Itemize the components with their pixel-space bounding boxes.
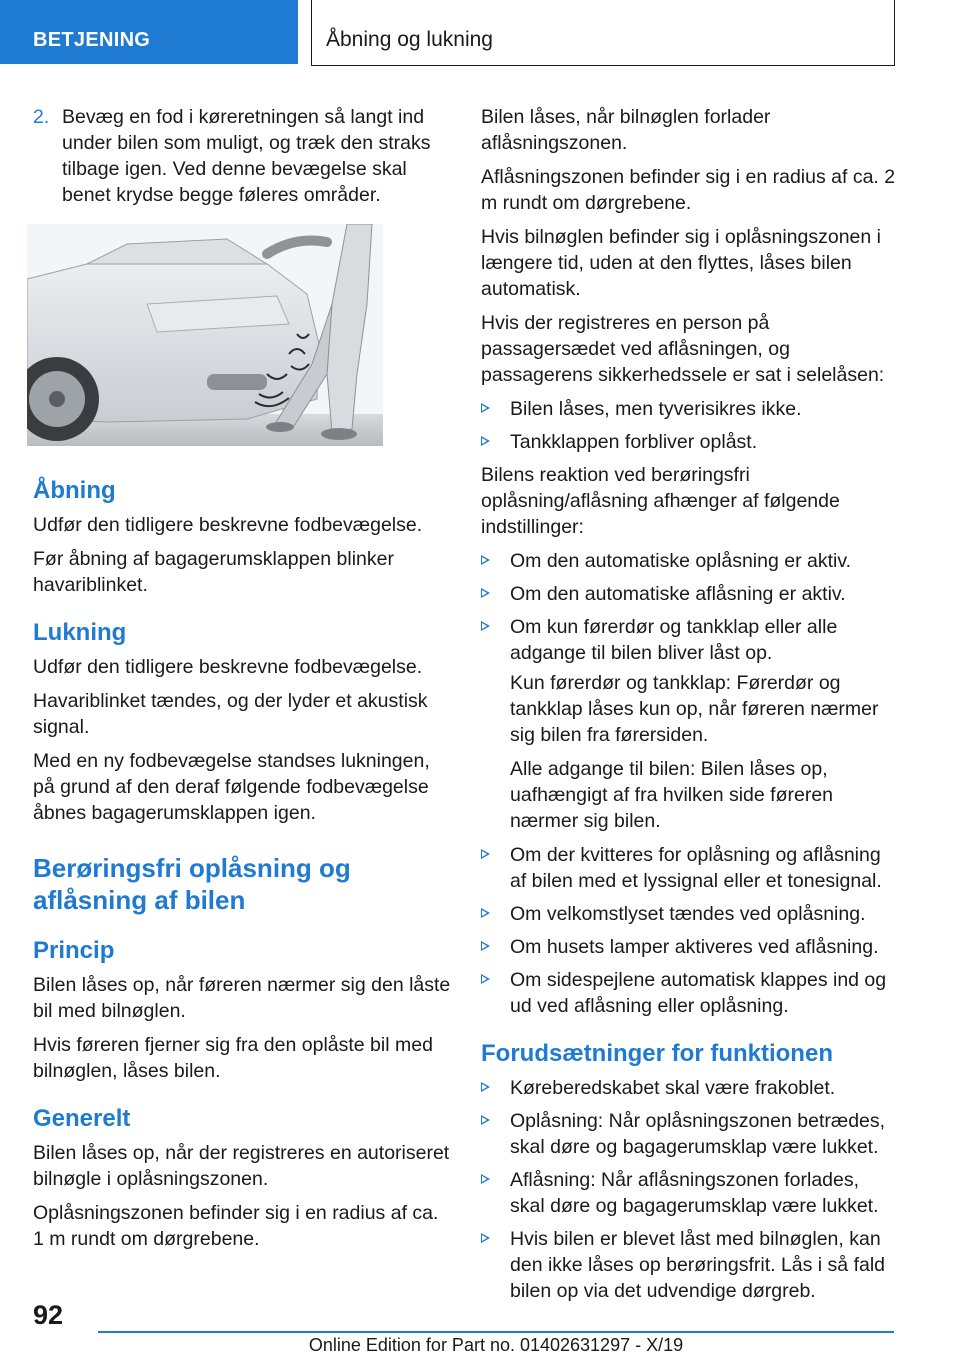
right-p2: Aflåsningszonen befinder sig i en radius af ca. 2 m rundt om dørgrebene. xyxy=(481,166,896,214)
footer-edition: Online Edition for Part no. 01402631297 - X/19 xyxy=(308,1335,684,1355)
list-item: Bilen låses, men tyverisikres ikke. xyxy=(481,396,896,422)
step-2 xyxy=(33,104,451,208)
aabning-p2: Før åbning af bagagerumsklappen blinker havariblinket. xyxy=(33,548,394,596)
princip-p1: Bilen låses op, når føreren nærmer sig den låste bil med bilnøglen. xyxy=(33,974,451,1022)
passenger-list xyxy=(481,396,896,455)
right-p4: Hvis der registreres en person på passagersædet ved aflåsningen, og passagerens sikkerhedssele er sat i selelåsen: xyxy=(481,312,885,386)
list-item: Om kun førerdør og tankklap eller alle adgange til bilen bliver låst op. Kun førerdør og tankklap: Førerdør og tankklap låses kun op, når føreren nærmer sig bilen fra førersiden. Alle adgange til bilen: Bilen låses op, uafhængigt af fra hvilken side føreren nærmer sig bilen. xyxy=(481,614,896,834)
right-column xyxy=(481,104,896,1311)
generelt-p1: Bilen låses op, når der registreres en autoriseret bilnøgle i oplåsningszonen. xyxy=(33,1142,450,1190)
bullet-triangle-icon xyxy=(481,941,490,951)
list-item: Om den automatiske oplåsning er aktiv. xyxy=(481,548,896,574)
heading-aabning: Åbning xyxy=(33,477,116,504)
bullet-triangle-icon xyxy=(481,621,490,631)
bullet-triangle-icon xyxy=(481,1082,490,1092)
header-section-label: BETJENING xyxy=(33,29,151,51)
right-p5: Bilens reaktion ved berøringsfri oplåsning/aflåsning afhænger af følgende indstillinger: xyxy=(481,464,840,538)
heading-princip: Princip xyxy=(33,937,115,964)
right-p3: Hvis bilnøglen befinder sig i oplåsningszonen i længere tid, uden at den flyttes, låses bilen automatisk. xyxy=(481,226,881,300)
list-item: Køreberedskabet skal være frakoblet. xyxy=(481,1075,896,1101)
heading-lukning: Lukning xyxy=(33,619,127,646)
bullet-triangle-icon xyxy=(481,1115,490,1125)
list-item: Om den automatiske aflåsning er aktiv. xyxy=(481,581,896,607)
list-item: Om husets lamper aktiveres ved aflåsning. xyxy=(481,934,896,960)
bullet-triangle-icon xyxy=(481,1233,490,1243)
bullet-triangle-icon xyxy=(481,1174,490,1184)
bullet-triangle-icon xyxy=(481,588,490,598)
right-p1: Bilen låses, når bilnøglen forlader aflåsningszonen. xyxy=(481,106,771,154)
princip-p2: Hvis føreren fjerner sig fra den oplåste bil med bilnøglen, låses bilen. xyxy=(33,1034,433,1082)
lukning-p2: Havariblinket tændes, og der lyder et akustisk signal. xyxy=(33,690,428,738)
list-subtext: Kun førerdør og tankklap: Førerdør og tankklap låses kun op, når føreren nærmer sig bilen fra førersiden. xyxy=(510,672,879,746)
header-topic: Åbning og lukning xyxy=(326,28,493,51)
trunk-foot-gesture-illustration xyxy=(27,224,383,446)
page-number: 92 xyxy=(33,1300,64,1330)
prerequisites-list xyxy=(481,1075,896,1304)
section-heading-touchless: Berøringsfri oplåsning og aflåsning af bilen xyxy=(33,853,351,915)
lukning-p1: Udfør den tidligere beskrevne fodbevægelse. xyxy=(33,656,423,678)
list-item: Oplåsning: Når oplåsningszonen betrædes, skal døre og bagagerumsklap være lukket. xyxy=(481,1108,896,1160)
bullet-triangle-icon xyxy=(481,974,490,984)
aabning-p1: Udfør den tidligere beskrevne fodbevægelse. xyxy=(33,514,423,536)
step-number: 2. xyxy=(33,106,50,128)
footer-rule xyxy=(98,1331,894,1333)
list-item: Om velkomstlyset tændes ved oplåsning. xyxy=(481,901,896,927)
heading-forudsaetninger: Forudsætninger for funktionen xyxy=(481,1040,833,1067)
heading-generelt: Generelt xyxy=(33,1105,131,1132)
bullet-triangle-icon xyxy=(481,849,490,859)
list-subtext: Alle adgange til bilen: Bilen låses op, uafhængigt af fra hvilken side føreren nærmer sig bilen. xyxy=(510,758,834,832)
bullet-triangle-icon xyxy=(481,908,490,918)
left-column xyxy=(33,104,451,1260)
list-item: Om der kvitteres for oplåsning og aflåsning af bilen med et lyssignal eller et tonesignal. xyxy=(481,842,896,894)
settings-list xyxy=(481,548,896,1019)
list-item: Tankklappen forbliver oplåst. xyxy=(481,429,896,455)
bullet-triangle-icon xyxy=(481,403,490,413)
list-item: Aflåsning: Når aflåsningszonen forlades, skal døre og bagagerumsklap være lukket. xyxy=(481,1167,896,1219)
step-text: Bevæg en fod i køreretningen så langt ind under bilen som muligt, og træk den straks tilbage igen. Ved denne bevægelse skal benet krydse begge føleres områder. xyxy=(62,106,431,206)
bullet-triangle-icon xyxy=(481,555,490,565)
bullet-triangle-icon xyxy=(481,436,490,446)
list-item: Hvis bilen er blevet låst med bilnøglen, kan den ikke låses op berøringsfrit. Lås i så fald bilen op via det udvendige dørgreb. xyxy=(481,1226,896,1304)
generelt-p2: Oplåsningszonen befinder sig i en radius af ca. 1 m rundt om dørgrebene. xyxy=(33,1202,439,1250)
list-item: Om sidespejlene automatisk klappes ind og ud ved aflåsning eller oplåsning. xyxy=(481,967,896,1019)
lukning-p3: Med en ny fodbevægelse standses lukningen, på grund af den deraf følgende fodbevægelse åbnes bagagerumsklappen igen. xyxy=(33,750,430,824)
